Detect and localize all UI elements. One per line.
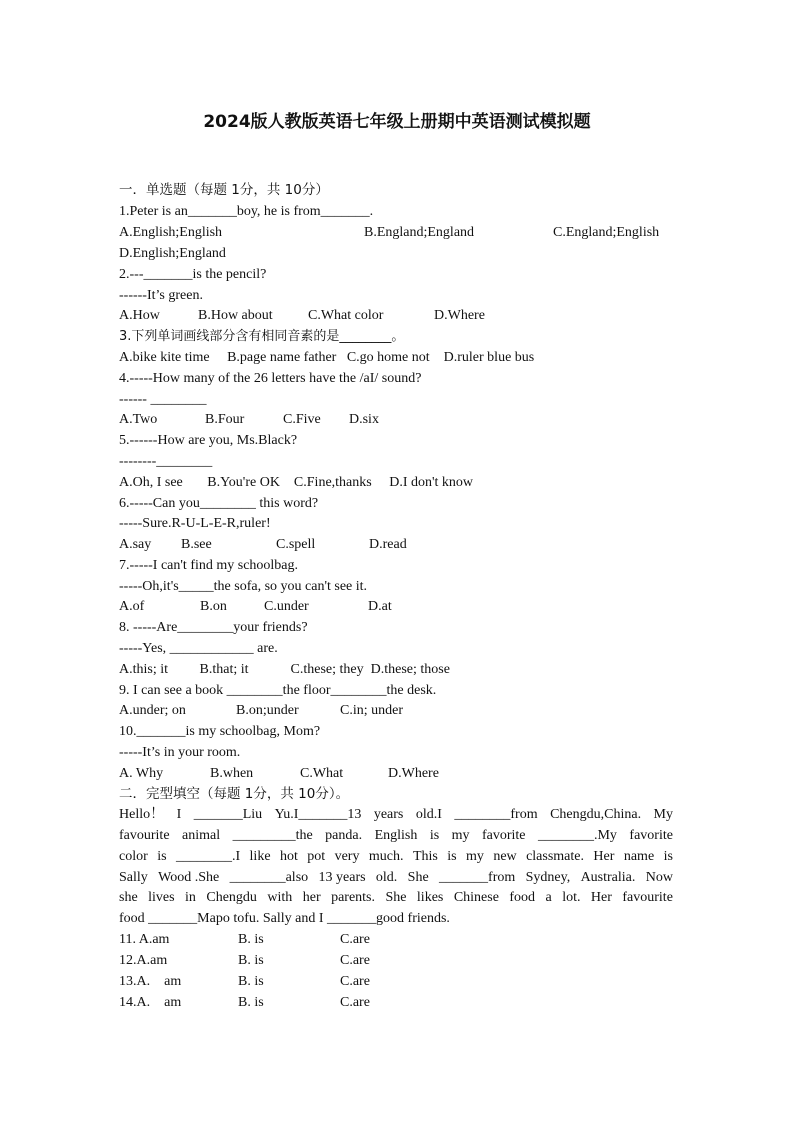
q9-option-a: A.under; on (119, 703, 186, 718)
passage-word: she (119, 890, 138, 905)
q9-option-b: B.on;under (236, 703, 299, 718)
section1-heading: 一．单选题（每题 1分，共 10分） (119, 182, 329, 198)
question-7-reply: -----Oh,it's_____the sofa, so you can't see it. (119, 579, 368, 594)
passage-word: years (373, 807, 404, 822)
passage-word: Now (645, 870, 673, 885)
passage-word: her (302, 890, 321, 905)
passage-word: name (623, 849, 655, 864)
q1-option-b: B.England;England (364, 225, 475, 240)
question-10-reply: -----It’s in your room. (119, 745, 241, 760)
q2-option-a: A.How (119, 308, 160, 323)
passage-word: likes (416, 890, 444, 905)
passage-word: _________the (232, 828, 313, 843)
passage-word: Wood .She (158, 870, 220, 885)
passage-word: color (119, 849, 148, 864)
cloze-q11-option-c: C.are (340, 932, 370, 947)
passage-word: like (249, 849, 271, 864)
passage-word: She (407, 870, 429, 885)
question-2-reply: ------It’s green. (119, 288, 203, 303)
passage-word: Her (590, 890, 612, 905)
passage-word: lot. (562, 890, 581, 905)
passage-word: This (412, 849, 438, 864)
question-5: 5.------How are you, Ms.Black? (119, 433, 298, 448)
passage-word: is (663, 849, 673, 864)
q6-option-c: C.spell (276, 537, 316, 552)
passage-word: Chengdu,China. (550, 807, 642, 822)
question-4: 4.-----How many of the 26 letters have the /aI/ sound? (119, 371, 422, 386)
passage-word: Yu.I_______13 (274, 807, 362, 822)
passage-line (119, 888, 673, 907)
passage-word: _______Liu (193, 807, 263, 822)
question-8: 8. -----Are________your friends? (119, 620, 308, 635)
passage-word: in (185, 890, 196, 905)
passage-word: pot (307, 849, 326, 864)
passage-word: hot (279, 849, 298, 864)
passage-last-line: food _______Mapo tofu. Sally and I _______good friends. (119, 911, 450, 926)
passage-word: is (447, 849, 457, 864)
cloze-q13-option-c: C.are (340, 974, 370, 989)
passage-line (119, 868, 673, 887)
page-title: 2024版人教版英语七年级上册期中英语测试模拟题 (203, 112, 591, 132)
q9-option-c: C.in; under (340, 703, 403, 718)
q10-option-c: C.What (300, 766, 344, 781)
passage-word: Her (593, 849, 615, 864)
cloze-q11-option-a: 11. A.am (119, 932, 170, 947)
passage-word: 13 years (318, 870, 366, 885)
passage-word: lives (148, 890, 175, 905)
question-1: 1.Peter is an_______boy, he is from_______. (119, 204, 374, 219)
q2-option-c: C.What color (308, 308, 384, 323)
q4-option-d: D.six (349, 412, 379, 427)
cloze-q14-option-c: C.are (340, 995, 370, 1010)
cloze-q12-option-b: B. is (238, 953, 264, 968)
cloze-q13-option-a: 13.A. am (119, 974, 182, 989)
q10-option-b: B.when (210, 766, 254, 781)
q1-option-d: D.English;England (119, 246, 226, 261)
passage-word: My (653, 807, 673, 822)
passage-word: ________also (229, 870, 309, 885)
q5-options: A.Oh, I see B.You're OK C.Fine,thanks D.I don't know (119, 475, 473, 490)
passage-line (119, 847, 673, 866)
q2-option-d: D.Where (434, 308, 485, 323)
question-10: 10._______is my schoolbag, Mom? (119, 724, 321, 739)
cloze-q13-option-b: B. is (238, 974, 264, 989)
q1-option-a: A.English;English (119, 225, 223, 240)
passage-word: favourite (622, 890, 673, 905)
passage-word: favourite (119, 828, 170, 843)
passage-word: very (334, 849, 360, 864)
q4-option-c: C.Five (283, 412, 321, 427)
passage-word: Hello！ (119, 807, 165, 822)
passage-line (119, 805, 673, 824)
q2-option-b: B.How about (198, 308, 273, 323)
q8-options: A.this; it B.that; it C.these; they D.these; those (119, 662, 450, 677)
passage-word: She (385, 890, 407, 905)
passage-word: a (545, 890, 552, 905)
passage-word: favorite (481, 828, 526, 843)
question-6-reply: -----Sure.R-U-L-E-R,ruler! (119, 516, 271, 531)
passage-word: new (493, 849, 517, 864)
q6-option-a: A.say (119, 537, 152, 552)
q4-option-a: A.Two (119, 412, 158, 427)
q6-option-d: D.read (369, 537, 407, 552)
q7-option-c: C.under (264, 599, 309, 614)
passage-line (119, 826, 673, 845)
question-4-reply: ------ ________ (119, 392, 207, 407)
passage-word: Australia. (580, 870, 636, 885)
q10-option-a: A. Why (119, 766, 164, 781)
cloze-q14-option-b: B. is (238, 995, 264, 1010)
passage-word: animal (182, 828, 221, 843)
passage-word: Chinese (453, 890, 499, 905)
passage-word: with (267, 890, 293, 905)
passage-word: I (176, 807, 182, 822)
question-6: 6.-----Can you________ this word? (119, 496, 319, 511)
passage-word: parents. (331, 890, 376, 905)
passage-word: English (374, 828, 418, 843)
question-3: 3.下列单词画线部分含有相同音素的是________。 (119, 329, 405, 344)
q4-option-b: B.Four (205, 412, 245, 427)
passage-word: my (466, 849, 484, 864)
question-8-reply: -----Yes, ____________ are. (119, 641, 278, 656)
passage-word: ________.My (537, 828, 617, 843)
question-2: 2.---_______is the pencil? (119, 267, 267, 282)
q3-options: A.bike kite time B.page name father C.go home not D.ruler blue bus (119, 350, 535, 365)
q10-option-d: D.Where (388, 766, 439, 781)
question-5-reply: --------________ (119, 454, 213, 469)
passage-word: is (157, 849, 167, 864)
cloze-q14-option-a: 14.A. am (119, 995, 182, 1010)
passage-word: Sydney, (525, 870, 571, 885)
cloze-q12-option-c: C.are (340, 953, 370, 968)
passage-word: food (509, 890, 536, 905)
passage-word: my (451, 828, 470, 843)
question-9: 9. I can see a book ________the floor________the desk. (119, 683, 437, 698)
passage-word: is (429, 828, 440, 843)
q6-option-b: B.see (181, 537, 212, 552)
q7-option-b: B.on (200, 599, 227, 614)
passage-word: old. (375, 870, 398, 885)
section2-heading: 二．完型填空（每题 1分，共 10分）。 (119, 786, 350, 802)
passage-word: ________.I (175, 849, 241, 864)
passage-word: Chengdu (206, 890, 257, 905)
passage-word: Sally (119, 870, 148, 885)
passage-word: ________from (454, 807, 538, 822)
q7-option-d: D.at (368, 599, 392, 614)
passage-word: classmate. (526, 849, 584, 864)
cloze-q11-option-b: B. is (238, 932, 264, 947)
q1-option-c: C.England;English (553, 225, 660, 240)
passage-word: panda. (325, 828, 363, 843)
passage-word: favorite (629, 828, 673, 843)
passage-word: _______from (439, 870, 516, 885)
question-7: 7.-----I can't find my schoolbag. (119, 558, 299, 573)
passage-word: much. (368, 849, 404, 864)
q7-option-a: A.of (119, 599, 145, 614)
passage-word: old.I (415, 807, 442, 822)
cloze-q12-option-a: 12.A.am (119, 953, 168, 968)
